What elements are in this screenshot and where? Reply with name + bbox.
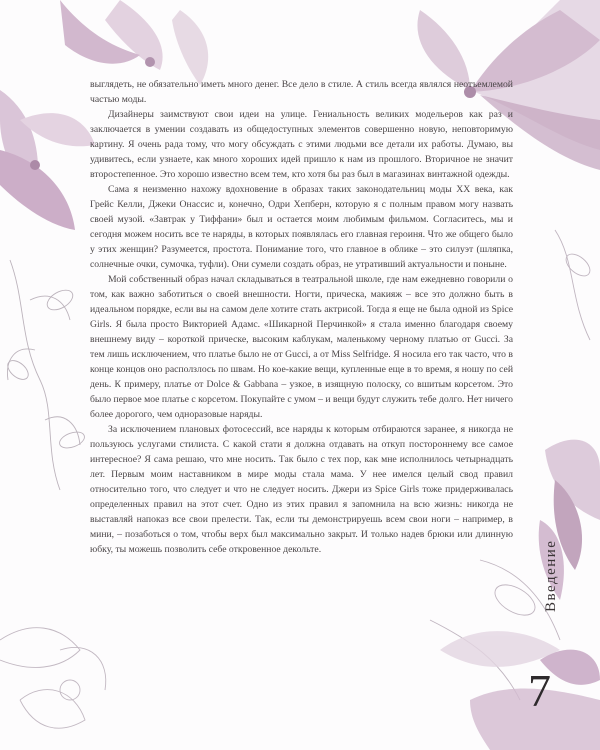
paragraph: Сама я неизменно нахожу вдохновение в образах таких законодательниц моды XX века, как Грейс Келли, Джеки Онассис и, конечно, Одри Хепберн, которую я с полным правом могу назвать своей музой. «Завтрак у Тиффани» был и остается моим любимым фильмом. Согласитесь, мы и сегодня можем носить все те наряды, в которых появлялась его главная героиня. Что же общего было у этих женщин? Разумеется, простота. Понимание того, что главное в облике – это силуэт (шляпка, солнечные очки, сумочка, туфли). Они сумели создать образ, не утративший актуальности и поныне.: [90, 184, 513, 270]
paragraph: Мой собственный образ начал складываться в театральной школе, где нам ежедневно говорили о том, как важно заботиться о своей внешности. Ногти, прическа, макияж – все это должно быть в идеальном порядке, если вы на самом деле хотите стать актрисой. Тогда я еще не была одной из Spice Girls. Я была просто Викторией Адамс. «Шикарной Перчинкой» я стала именно благодаря своему внешнему виду – короткой прическе, высоким каблукам, маленькому черному платью от Gucci. За тем лишь исключением, что платье было не от Gucci, а от Miss Selfridge. Я носила его так часто, что в конце концов оно расползлось по швам. Но кое-какие вещи, купленные еще в то время, я ношу по сей день. К примеру, платье от Dolce & Gabbana – узкое, в изящную полоску, со вшитым корсетом. Это было первое мое платье с корсетом. Покупайте с умом – и вещи будут служить тебе долго. Нет ничего более дорогого, чем одноразовые наряды.: [90, 274, 513, 420]
flower-left: [0, 90, 95, 230]
flower-top-left: [60, 0, 208, 85]
line-art-bottom-left: [0, 628, 106, 729]
paragraph: Дизайнеры заимствуют свои идеи на улице. Гениальность великих модельеров как раз и заключается в умении создавать из общедоступных элементов совершенно новую, неповторимую картину. Я очень рада тому, что могу обсуждать с этими людьми все детали их работы. Думаю, вы удивитесь, если узнаете, как много хороших идей пришло к нам из прошлого. Вторичное не значит второстепенное. Это хорошо известно всем тем, кто хотя бы раз был в магазинах винтажной одежды.: [90, 109, 513, 180]
paragraph: За исключением плановых фотосессий, все наряды к которым отбираются заранее, я никогда не пользуюсь услугами стилиста. С какой стати я должна отдавать на откуп постороннему все самое интересное? Я сама решаю, что мне носить. Так было с тех пор, как мне исполнилось четырнадцать лет. Первым моим наставником в мире моды стала мама. У нее имелся целый свод правил относительно того, что следует и что не следует носить. Джери из Spice Girls тоже придерживалась определенных правил на этот счет. Одно из этих правил я запомнила на всю жизнь: никогда не выставляй напоказ все свои прелести. Так, если ты демонстрируешь всем свои ноги – например, в мини, – позаботься о том, чтобы верх был максимально закрыт. И только надев брюки или длинную юбку, ты можешь позволить себе откровенное декольте.: [90, 424, 513, 555]
body-text: [90, 77, 513, 557]
chapter-label: Введение: [543, 539, 559, 612]
page-number: 7: [528, 665, 551, 716]
paragraph: выглядеть, не обязательно иметь много денег. Все дело в стиле. А стиль всегда являлся неотъемлемой частью моды.: [90, 79, 513, 105]
flower-bottom-right: [440, 631, 600, 750]
line-art-left: [4, 260, 86, 490]
